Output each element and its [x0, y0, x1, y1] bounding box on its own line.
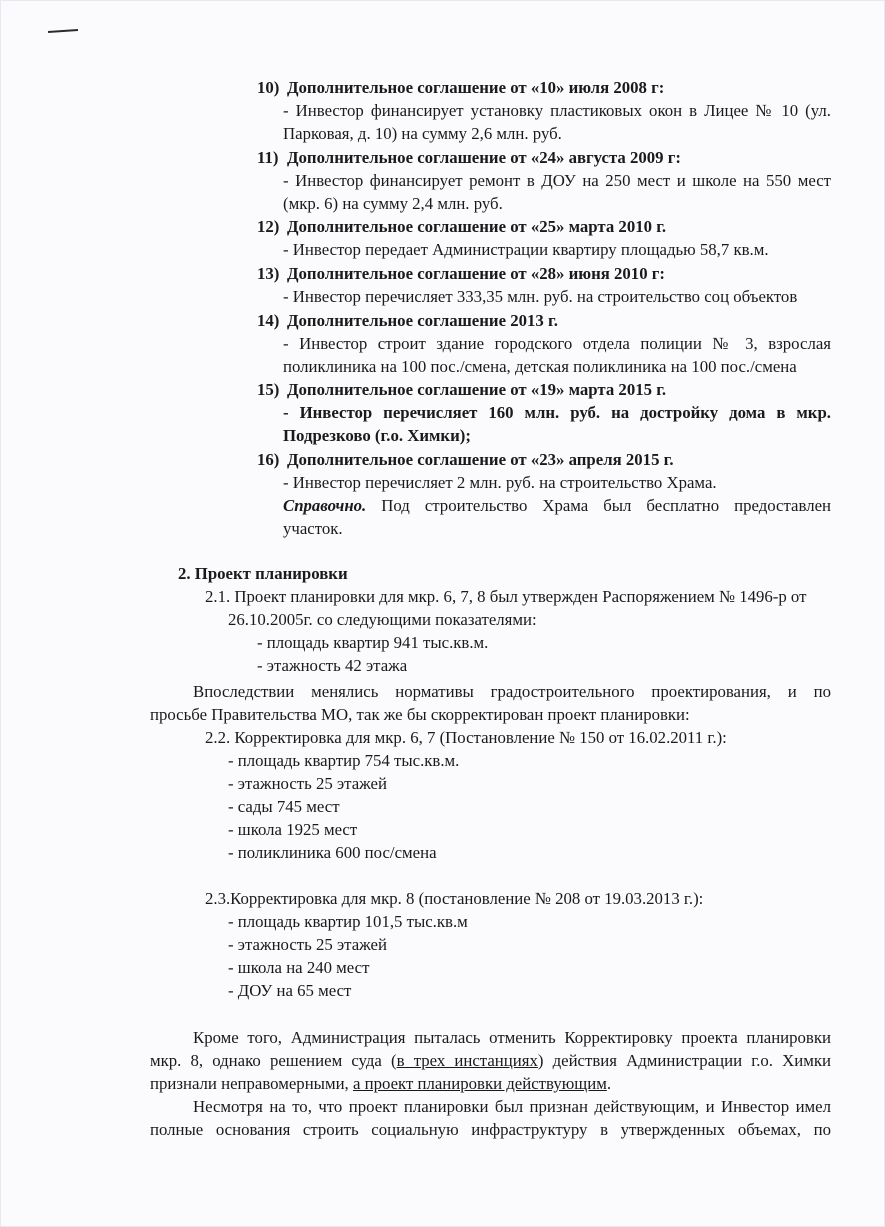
para-2-2-item: - школа 1925 мест — [228, 820, 358, 839]
agreement-title-text: Дополнительное соглашение от «28» июня 2010 г: — [287, 264, 665, 283]
agreement-number: 12) — [257, 217, 280, 236]
closing-text: ) действия Администрации г.о. Химки — [537, 1051, 832, 1070]
para-2-1-line-2: 26.10.2005г. со следующими показателями: — [228, 610, 537, 629]
para-2-3-item: - ДОУ на 65 мест — [228, 981, 352, 1000]
underlined-text: а проект планировки действующим — [352, 1074, 607, 1093]
agreement-12-line-1: - Инвестор передает Администрации квартиру площадью 58,7 кв.м. — [283, 240, 769, 259]
note-line-2: участок. — [283, 519, 343, 538]
closing-line-3 — [150, 1073, 611, 1095]
agreement-10-line-2: Парковая, д. 10) на сумму 2,6 млн. руб. — [283, 124, 562, 143]
closing-line-1: Кроме того, Администрация пыталась отменить Корректировку проекта планировки — [193, 1028, 831, 1047]
pen-mark — [48, 29, 78, 33]
agreement-number: 14) — [257, 311, 280, 330]
underlined-text: в трех инстанциях — [396, 1051, 538, 1070]
agreement-number: 11) — [257, 148, 279, 167]
para-2-3-item: - этажность 25 этажей — [228, 935, 387, 954]
agreement-14-line-2: поликлиника на 100 пос./смена, детская поликлиника на 100 пос./смена — [283, 357, 797, 376]
agreement-number: 10) — [257, 78, 280, 97]
agreement-title-text: Дополнительное соглашение от «25» марта 2010 г. — [287, 217, 667, 236]
para-2-3-title: 2.3.Корректировка для мкр. 8 (постановление № 208 от 19.03.2013 г.): — [205, 889, 704, 908]
para-2-1-line-1: 2.1. Проект планировки для мкр. 6, 7, 8 был утвержден Распоряжением № 1496-р от — [205, 587, 807, 606]
closing-text: . — [606, 1074, 612, 1093]
closing-line-4: Несмотря на то, что проект планировки был признан действующим, и Инвестор имел — [193, 1097, 831, 1116]
para-2-2-item: - поликлиника 600 пос/смена — [228, 843, 437, 862]
agreement-title-text: Дополнительное соглашение от «23» апреля 2015 г. — [287, 450, 674, 469]
para-2-2-item: - этажность 25 этажей — [228, 774, 387, 793]
agreement-number: 16) — [257, 450, 280, 469]
para-2-1-item: - этажность 42 этажа — [257, 656, 408, 675]
agreement-title-text: Дополнительное соглашение от «10» июля 2008 г: — [287, 78, 665, 97]
agreement-11-line-2: (мкр. 6) на сумму 2,4 млн. руб. — [283, 194, 503, 213]
agreement-15-line-1: - Инвестор перечисляет 160 млн. руб. на достройку дома в мкр. — [283, 403, 831, 422]
closing-text: признали неправомерными, — [150, 1074, 353, 1093]
paragraph-line-2: просьбе Правительства МО, так же бы скорректирован проект планировки: — [150, 705, 690, 724]
agreement-10-line-1: - Инвестор финансирует установку пластиковых окон в Лицее № 10 (ул. — [283, 101, 831, 120]
agreement-15-line-2: Подрезково (г.о. Химки); — [283, 426, 471, 445]
para-2-3-item: - площадь квартир 101,5 тыс.кв.м — [228, 912, 468, 931]
closing-line-2 — [150, 1050, 831, 1072]
para-2-2-title: 2.2. Корректировка для мкр. 6, 7 (Постановление № 150 от 16.02.2011 г.): — [205, 728, 727, 747]
note-label: Справочно. — [283, 496, 367, 515]
agreement-16-line-1: - Инвестор перечисляет 2 млн. руб. на строительство Храма. — [283, 473, 717, 492]
note-line-1 — [283, 495, 831, 517]
note-text: Под строительство Храма был бесплатно предоставлен — [381, 496, 831, 515]
agreement-10-title — [257, 77, 664, 99]
agreement-number: 13) — [257, 264, 280, 283]
agreement-title-text: Дополнительное соглашение 2013 г. — [287, 311, 558, 330]
para-2-3-item: - школа на 240 мест — [228, 958, 370, 977]
closing-line-5: полные основания строить социальную инфраструктуру в утвержденных объемах, по — [150, 1120, 831, 1139]
agreement-title-text: Дополнительное соглашение от «24» августа 2009 г: — [287, 148, 681, 167]
para-2-1-item: - площадь квартир 941 тыс.кв.м. — [257, 633, 489, 652]
agreement-number: 15) — [257, 380, 280, 399]
agreement-13-title — [257, 263, 665, 285]
para-2-2-item: - площадь квартир 754 тыс.кв.м. — [228, 751, 460, 770]
agreement-14-line-1: - Инвестор строит здание городского отдела полиции № 3, взрослая — [283, 334, 831, 353]
agreement-11-title — [257, 147, 681, 169]
agreement-15-title — [257, 379, 666, 401]
para-2-2-item: - сады 745 мест — [228, 797, 340, 816]
agreement-title-text: Дополнительное соглашение от «19» марта 2015 г. — [287, 380, 667, 399]
agreement-12-title — [257, 216, 666, 238]
agreement-14-title — [257, 310, 558, 332]
agreement-16-title — [257, 449, 674, 471]
closing-text: мкр. 8, однако решением суда ( — [150, 1051, 397, 1070]
agreement-13-line-1: - Инвестор перечисляет 333,35 млн. руб. на строительство соц объектов — [283, 287, 798, 306]
section-2-heading: 2. Проект планировки — [178, 564, 348, 583]
agreement-11-line-1: - Инвестор финансирует ремонт в ДОУ на 250 мест и школе на 550 мест — [283, 171, 831, 190]
paragraph-line-1: Впоследствии менялись нормативы градостроительного проектирования, и по — [193, 682, 831, 701]
